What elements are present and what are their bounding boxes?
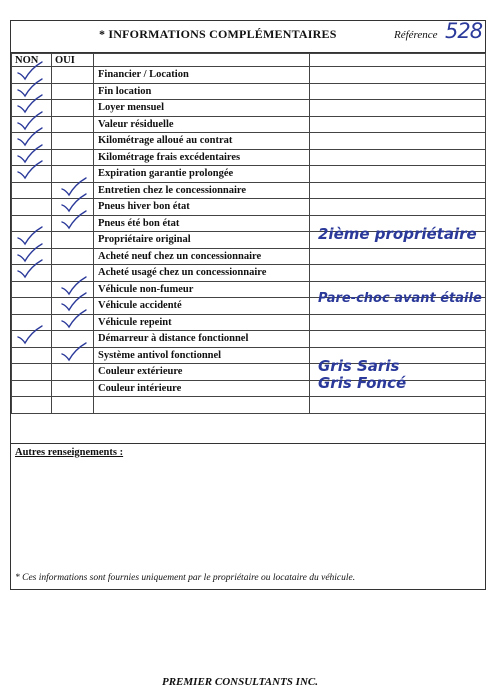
row-label: Loyer mensuel (94, 100, 310, 117)
checkmark-icon (60, 210, 88, 230)
row-note-cell[interactable] (310, 83, 486, 100)
checkmark-icon (60, 342, 88, 362)
row-label: Véhicule accidenté (94, 298, 310, 315)
row-note-cell[interactable] (310, 149, 486, 166)
row-label: Fin location (94, 83, 310, 100)
non-cell[interactable] (12, 364, 52, 381)
row-label: Kilométrage alloué au contrat (94, 133, 310, 150)
table-row (12, 397, 486, 414)
non-cell[interactable] (12, 199, 52, 216)
autres-section (11, 443, 485, 591)
non-cell[interactable] (12, 281, 52, 298)
row-note-cell[interactable] (310, 182, 486, 199)
row-note-cell[interactable] (310, 291, 486, 315)
handwritten-note: Gris Foncé (318, 373, 407, 392)
checkmark-icon (16, 325, 44, 345)
autres-label: Autres renseignements : (15, 447, 124, 458)
oui-cell[interactable] (52, 133, 94, 150)
row-note-cell[interactable] (310, 314, 486, 331)
row-label: Valeur résiduelle (94, 116, 310, 133)
row-label: Financier / Location (94, 67, 310, 84)
info-form (10, 20, 486, 590)
form-title: * INFORMATIONS COMPLÉMENTAIRES (99, 27, 337, 41)
column-header-blank (94, 54, 310, 67)
non-cell[interactable] (12, 298, 52, 315)
oui-cell[interactable] (52, 364, 94, 381)
row-label: Expiration garantie prolongée (94, 166, 310, 183)
oui-cell[interactable] (52, 100, 94, 117)
row-label: Kilométrage frais excédentaires (94, 149, 310, 166)
table-row (12, 83, 486, 100)
non-cell[interactable] (12, 397, 52, 414)
row-note-cell[interactable] (310, 100, 486, 117)
row-note-cell[interactable] (310, 248, 486, 265)
table-row (12, 364, 486, 381)
row-note-cell[interactable] (310, 133, 486, 150)
row-note-cell[interactable] (310, 397, 486, 414)
footnote: * Ces informations sont fournies uniquement par le propriétaire ou locataire du véhicule. (15, 573, 356, 583)
table-row (12, 100, 486, 117)
table-row (12, 149, 486, 166)
non-cell[interactable] (12, 380, 52, 397)
oui-cell[interactable] (52, 116, 94, 133)
table-header-row (12, 54, 486, 67)
row-label: Démarreur à distance fonctionnel (94, 331, 310, 348)
row-label: Véhicule non-fumeur (94, 281, 310, 298)
handwritten-note: Pare-choc avant étaile (318, 291, 482, 306)
oui-cell[interactable] (52, 314, 94, 331)
table-row (12, 347, 486, 364)
non-cell[interactable] (12, 331, 52, 348)
table-row (12, 67, 486, 84)
non-cell[interactable] (12, 182, 52, 199)
table-row (12, 133, 486, 150)
oui-cell[interactable] (52, 232, 94, 249)
oui-cell[interactable] (52, 67, 94, 84)
row-note-cell[interactable] (310, 199, 486, 216)
row-note-cell[interactable] (310, 331, 486, 348)
oui-cell[interactable] (52, 397, 94, 414)
reference-value: 528 (445, 19, 483, 43)
oui-cell[interactable] (52, 248, 94, 265)
row-note-cell[interactable] (310, 116, 486, 133)
oui-cell[interactable] (52, 347, 94, 364)
non-cell[interactable] (12, 265, 52, 282)
checkmark-icon (16, 160, 44, 180)
column-header-blank (310, 54, 486, 67)
table-row (12, 116, 486, 133)
row-label: Véhicule repeint (94, 314, 310, 331)
company-name: PREMIER CONSULTANTS INC. (162, 676, 318, 688)
row-note-cell[interactable] (310, 67, 486, 84)
table-row (12, 380, 486, 397)
non-cell[interactable] (12, 347, 52, 364)
oui-cell[interactable] (52, 380, 94, 397)
row-label: Propriétaire original (94, 232, 310, 249)
handwritten-note: Gris Saris (318, 357, 400, 375)
row-label: Acheté neuf chez un concessionnaire (94, 248, 310, 265)
row-label (94, 397, 310, 414)
handwritten-note: 2ième propriétaire (318, 225, 477, 243)
row-label: Acheté usagé chez un concessionnaire (94, 265, 310, 282)
oui-cell[interactable] (52, 83, 94, 100)
reference-label: Référence (394, 29, 438, 41)
column-header-non: NON (12, 54, 52, 67)
checkmark-icon (60, 309, 88, 329)
row-label: Entretien chez le concessionnaire (94, 182, 310, 199)
row-note-cell[interactable] (310, 225, 486, 249)
row-label: Pneus été bon état (94, 215, 310, 232)
checkmark-icon (16, 259, 44, 279)
row-note-cell[interactable] (310, 166, 486, 183)
row-label: Pneus hiver bon état (94, 199, 310, 216)
table-row (12, 232, 486, 249)
form-header (11, 21, 485, 53)
oui-cell[interactable] (52, 149, 94, 166)
row-label: Couleur intérieure (94, 380, 310, 397)
row-label: Système antivol fonctionnel (94, 347, 310, 364)
row-note-cell[interactable] (310, 265, 486, 282)
oui-cell[interactable] (52, 215, 94, 232)
info-table (11, 53, 486, 414)
non-cell[interactable] (12, 166, 52, 183)
table-row (12, 314, 486, 331)
row-note-cell[interactable] (310, 373, 486, 397)
table-row (12, 248, 486, 265)
row-label: Couleur extérieure (94, 364, 310, 381)
column-header-oui: OUI (52, 54, 94, 67)
